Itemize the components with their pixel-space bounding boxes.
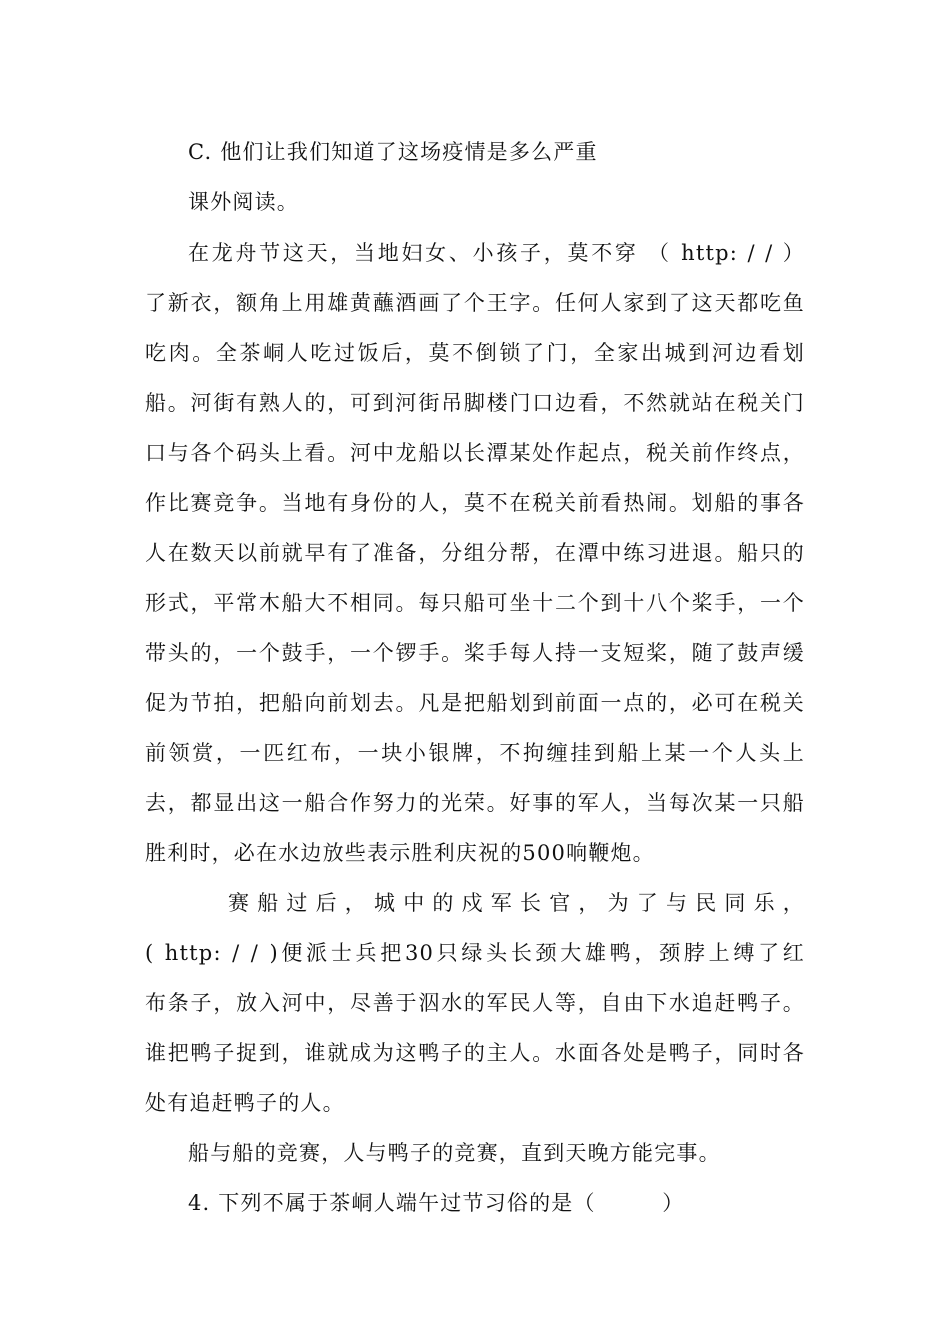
paragraph-line: 谁把鸭子捉到，谁就成为这鸭子的主人。水面各处是鸭子，同时各 [145,1041,805,1065]
question-4: 4. 下列不属于茶峒人端午过节习俗的是（ ） [188,1191,685,1215]
option-c: C. 他们让我们知道了这场疫情是多么严重 [188,140,598,164]
paragraph-line: 带头的，一个鼓手，一个锣手。桨手每人持一支短桨，随了鼓声缓 [145,641,805,665]
paragraph-line: 去，都显出这一船合作努力的光荣。好事的军人，当每次某一只船 [145,791,805,815]
paragraph-line: ( http: / / )便派士兵把30只绿头长颈大雄鸭，颈脖上缚了红 [145,941,805,965]
paragraph-line: 布条子，放入河中，尽善于泅水的军民人等，自由下水追赶鸭子。 [145,991,805,1015]
paragraph-line: 口与各个码头上看。河中龙船以长潭某处作起点，税关前作终点， [145,441,805,465]
paragraph-line: 作比赛竞争。当地有身份的人，莫不在税关前看热闹。划船的事各 [145,491,805,515]
paragraph-line: 促为节拍，把船向前划去。凡是把船划到前面一点的，必可在税关 [145,691,805,715]
section-heading: 课外阅读。 [188,190,299,214]
paragraph-line: 前领赏，一匹红布，一块小银牌，不拘缠挂到船上某一个人头上 [145,741,805,765]
paragraph-line: 吃肉。全茶峒人吃过饭后，莫不倒锁了门，全家出城到河边看划 [145,341,805,365]
paragraph-line: 船。河街有熟人的，可到河街吊脚楼门口边看，不然就站在税关门 [145,391,805,415]
paragraph-line: 胜利时，必在水边放些表示胜利庆祝的500响鞭炮。 [145,841,655,865]
paragraph-line: 在龙舟节这天，当地妇女、小孩子，莫不穿 （ http: / / ） [188,241,805,265]
paragraph-line: 形式，平常木船大不相同。每只船可坐十二个到十八个桨手，一个 [145,591,805,615]
paragraph-line: 人在数天以前就早有了准备，分组分帮，在潭中练习进退。船只的 [145,541,805,565]
paragraph-line: 赛船过后，城中的戍军长官，为了与民同乐， [228,891,805,915]
passage-paragraph-3: 船与船的竞赛，人与鸭子的竞赛，直到天晚方能完事。 [188,1141,721,1165]
paragraph-line: 了新衣，额角上用雄黄蘸酒画了个王字。任何人家到了这天都吃鱼 [145,291,805,315]
paragraph-line: 处有追赶鸭子的人。 [145,1091,345,1115]
